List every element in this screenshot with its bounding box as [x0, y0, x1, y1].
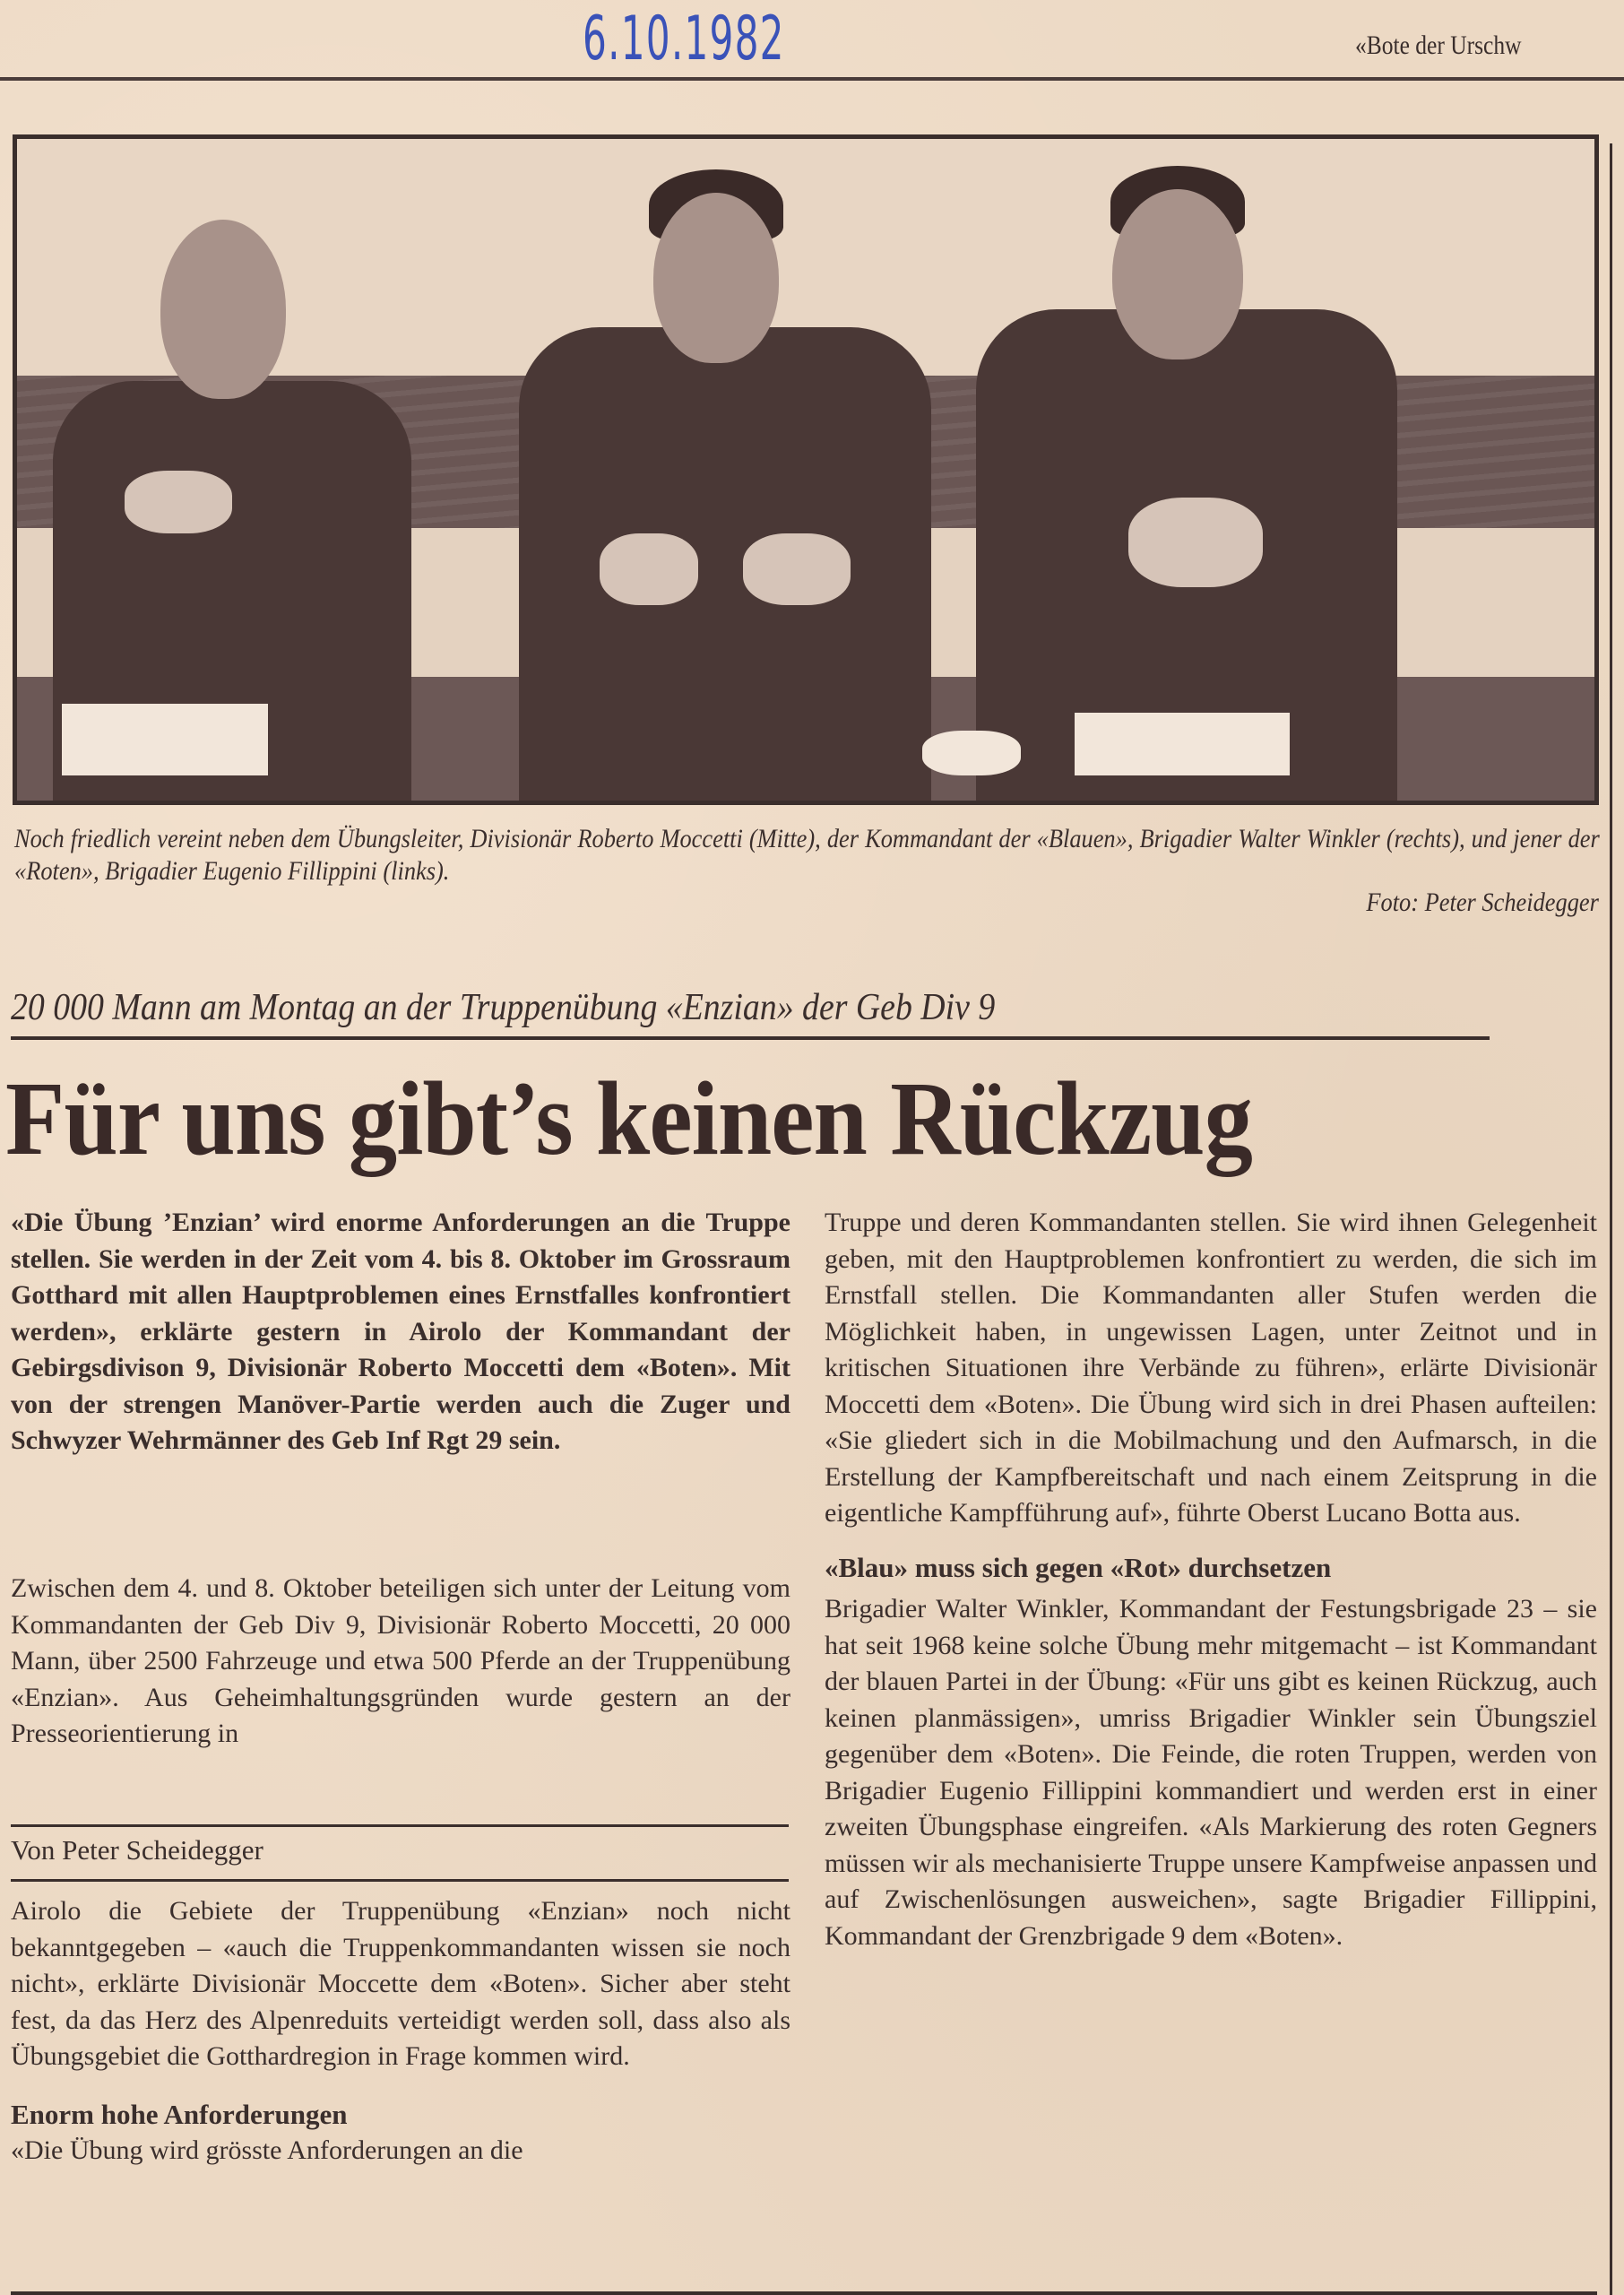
photo-papers-left — [62, 704, 268, 775]
photo-cup — [922, 731, 1021, 775]
subhead-enorm: Enorm hohe Anforderungen — [11, 2098, 348, 2130]
lead-paragraph: «Die Übung ’Enzian’ wird enorme Anforderungen an die Truppe stellen. Sie werden in der Zeit vom 4. bis 8. Oktober im Grossraum Gotthard mit allen Hauptproblemen eines Ernstfalles konfrontiert werden», erklärte gestern in Airolo der Kommandant der Gebirgsdivison 9, Divisionär Roberto Moccetti dem «Boten». Mit von der strengen Manöver-Partie werden auch die Zuger und Schwyzer Wehrmänner des Geb Inf Rgt 29 sein. — [11, 1208, 790, 1455]
photo-credit: Foto: Peter Scheidegger — [1366, 888, 1599, 917]
right-column — [825, 1205, 1597, 1954]
kicker-rule — [11, 1036, 1490, 1040]
officer-right — [976, 157, 1397, 805]
subhead-blau-rot: «Blau» muss sich gegen «Rot» durchsetzen — [825, 1551, 1332, 1583]
body-paragraph-3: «Die Übung wird grösste Anforderungen an die — [11, 2135, 523, 2165]
body-paragraph-2: Airolo die Gebiete der Truppenübung «Enzian» noch nicht bekanntgegeben – «auch die Truppenkommandanten wissen sie noch nicht», erklärte Divisionär Moccette dem «Boten». Sicher aber steht fest, da das Herz des Alpenreduits verteidigt werden soll, dass also als Übungsgebiet die Gotthardregion in Frage kommen wird. — [11, 1896, 790, 2071]
bottom-rule — [11, 2291, 1597, 2295]
photo-papers-right — [1075, 713, 1290, 775]
article-kicker: 20 000 Mann am Montag an der Truppenübung «Enzian» der Geb Div 9 — [11, 987, 996, 1028]
photo-caption: Noch friedlich vereint neben dem Übungsleiter, Divisionär Roberto Moccetti (Mitte), der Kommandant der «Blauen», Brigadier Walter Winkler (rechts), und jener der «Roten», Brigadier Eugenio Fillippini (links). — [14, 824, 1600, 886]
handwritten-date: 6.10.1982 — [583, 4, 785, 74]
left-column-body — [11, 1571, 790, 1753]
article-headline: Für uns gibt’s keinen Rückzug — [5, 1060, 1252, 1177]
body-paragraph-1: Zwischen dem 4. und 8. Oktober beteiligen sich unter der Leitung vom Kommandanten der Geb Div 9, Divisionär Roberto Moccetti, 20 000 Mann, über 2500 Fahrzeuge und etwa 500 Pferde an der Truppenübung «Enzian». Aus Geheimhaltungsgründen wurde gestern an der Presseorientierung in — [11, 1573, 790, 1748]
body-paragraph-4: Truppe und deren Kommandanten stellen. Sie wird ihnen Gelegenheit geben, mit den Hauptproblemen konfrontiert zu werden, die sich im Ernstfall stellen. Die Kommandanten aller Stufen werden die Möglichkeit haben, in ungewissen Lagen, unter Zeitnot und in kritischen Situationen ihre Verbände zu führen», erlärte Divisionär Moccetti dem «Boten». Die Übung wird sich in drei Phasen aufteilen: «Sie gliedert sich in die Mobilmachung und den Aufmarsch, in die Erstellung der Kampfbereitschaft und nach einem Zeitsprung in die eigentliche Kampfführung auf», führte Oberst Lucano Botta aus. — [825, 1208, 1597, 1528]
column-rule-right — [1610, 143, 1612, 2295]
news-photo — [13, 134, 1599, 805]
left-column-lead — [11, 1205, 790, 1459]
newspaper-masthead: «Bote der Urschw — [1355, 30, 1522, 60]
top-rule — [0, 77, 1624, 81]
left-column-body-2 — [11, 1893, 790, 2169]
byline-box — [11, 1824, 789, 1882]
officer-center — [519, 157, 931, 805]
body-paragraph-5: Brigadier Walter Winkler, Kommandant der Festungsbrigade 23 – sie hat seit 1968 keine solche Übung mehr mitgemacht – ist Kommandant der blauen Partei in der Übung: «Für uns gibt es keinen Rückzug, auch keinen planmässigen», umriss Brigadier Winkler sein Übungsziel gegenüber dem «Boten». Die Feinde, die roten Truppen, werden von Brigadier Eugenio Fillippini kommandiert und werden erst in einer zweiten Übungsphase eingreifen. «Als Markierung des roten Gegners müssen wir als mechanisierte Truppe unsere Kampfweise anpassen und auf Zwischenlösungen ausweichen», sagte Brigadier Fillippini, Kommandant der Grenzbrigade 9 dem «Boten». — [825, 1594, 1597, 1951]
byline: Von Peter Scheidegger — [11, 1834, 263, 1866]
